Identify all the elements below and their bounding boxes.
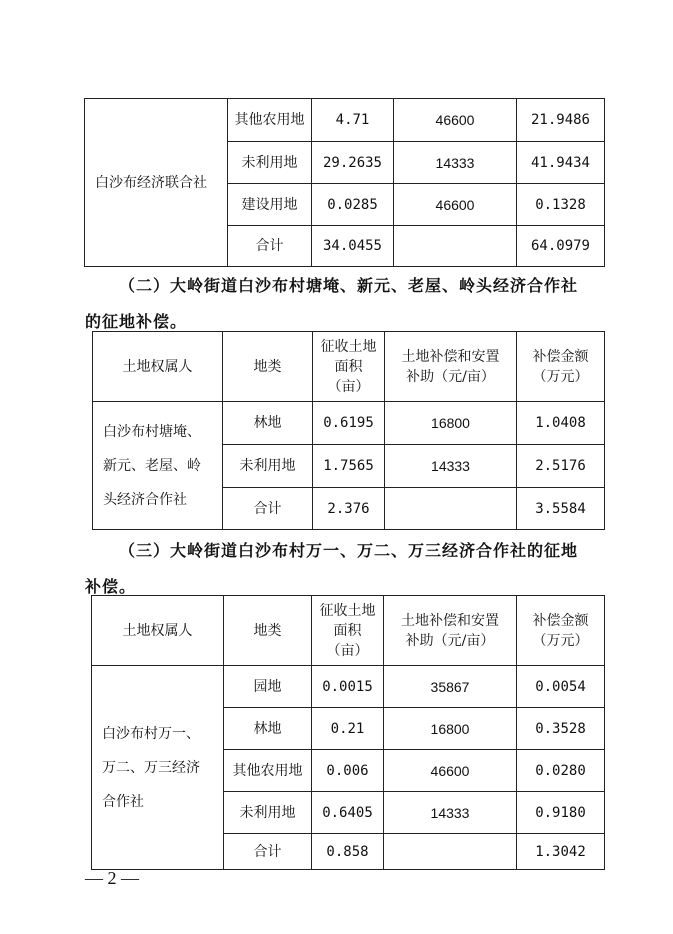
rate-cell (384, 834, 517, 870)
area-cell: 0.006 (312, 750, 384, 792)
amount-cell: 0.0280 (517, 750, 605, 792)
table-header-row (93, 332, 605, 402)
area-cell: 0.21 (312, 708, 384, 750)
land-owner-cell: 白沙布村塘埯、 新元、老屋、岭 头经济合作社 (93, 402, 223, 530)
amount-cell: 2.5176 (517, 445, 605, 488)
table-row (93, 402, 605, 445)
header-rate: 土地补偿和安置 补助（元/亩） (384, 596, 517, 666)
amount-cell: 21.9486 (517, 99, 605, 142)
area-cell: 2.376 (313, 488, 385, 530)
header-area: 征收土地 面积 （亩） (313, 332, 385, 402)
rate-cell: 46600 (394, 184, 517, 226)
rate-cell: 46600 (394, 99, 517, 142)
rate-cell: 35867 (384, 666, 517, 708)
amount-cell: 1.3042 (517, 834, 605, 870)
compensation-table-3 (91, 595, 605, 870)
rate-cell: 16800 (384, 708, 517, 750)
land-type-cell: 园地 (224, 666, 312, 708)
section-3-heading: （三）大岭街道白沙布村万一、万二、万三经济合作社的征地 补偿。 (85, 541, 579, 596)
area-cell: 34.0455 (312, 226, 394, 267)
land-type-cell: 未利用地 (224, 792, 312, 834)
header-land-type: 地类 (223, 332, 313, 402)
header-land-owner: 土地权属人 (93, 332, 223, 402)
land-type-cell: 其他农用地 (228, 99, 312, 142)
header-land-type: 地类 (224, 596, 312, 666)
land-type-cell: 未利用地 (228, 142, 312, 184)
rate-cell: 46600 (384, 750, 517, 792)
land-owner-cell: 白沙布经济联合社 (85, 99, 228, 267)
compensation-table-1 (84, 98, 605, 267)
amount-cell: 0.0054 (517, 666, 605, 708)
table-row (92, 666, 605, 708)
header-land-owner: 土地权属人 (92, 596, 224, 666)
land-owner-cell: 白沙布村万一、 万二、万三经济 合作社 (92, 666, 224, 870)
amount-cell: 0.3528 (517, 708, 605, 750)
header-amount: 补偿金额 （万元） (517, 596, 605, 666)
rate-cell: 14333 (394, 142, 517, 184)
land-type-cell: 林地 (224, 708, 312, 750)
land-type-cell: 林地 (223, 402, 313, 445)
land-type-cell: 建设用地 (228, 184, 312, 226)
area-cell: 4.71 (312, 99, 394, 142)
rate-cell: 14333 (385, 445, 517, 488)
rate-cell (385, 488, 517, 530)
land-type-cell: 未利用地 (223, 445, 313, 488)
header-amount: 补偿金额 （万元） (517, 332, 605, 402)
rate-cell: 14333 (384, 792, 517, 834)
area-cell: 0.6405 (312, 792, 384, 834)
total-label-cell: 合计 (228, 226, 312, 267)
page-number: — 2 — (85, 868, 139, 888)
table-header-row (92, 596, 605, 666)
compensation-table-2 (92, 331, 605, 530)
amount-cell: 0.1328 (517, 184, 605, 226)
area-cell: 0.0015 (312, 666, 384, 708)
amount-cell: 64.0979 (517, 226, 605, 267)
area-cell: 0.6195 (313, 402, 385, 445)
land-type-cell: 其他农用地 (224, 750, 312, 792)
total-label-cell: 合计 (223, 488, 313, 530)
total-label-cell: 合计 (224, 834, 312, 870)
area-cell: 0.0285 (312, 184, 394, 226)
area-cell: 1.7565 (313, 445, 385, 488)
table-row (85, 99, 605, 142)
header-area: 征收土地 面积 （亩） (312, 596, 384, 666)
area-cell: 29.2635 (312, 142, 394, 184)
header-rate: 土地补偿和安置 补助（元/亩） (385, 332, 517, 402)
amount-cell: 0.9180 (517, 792, 605, 834)
area-cell: 0.858 (312, 834, 384, 870)
amount-cell: 3.5584 (517, 488, 605, 530)
section-2-heading: （二）大岭街道白沙布村塘埯、新元、老屋、岭头经济合作社 的征地补偿。 (85, 276, 579, 331)
rate-cell (394, 226, 517, 267)
rate-cell: 16800 (385, 402, 517, 445)
amount-cell: 41.9434 (517, 142, 605, 184)
amount-cell: 1.0408 (517, 402, 605, 445)
